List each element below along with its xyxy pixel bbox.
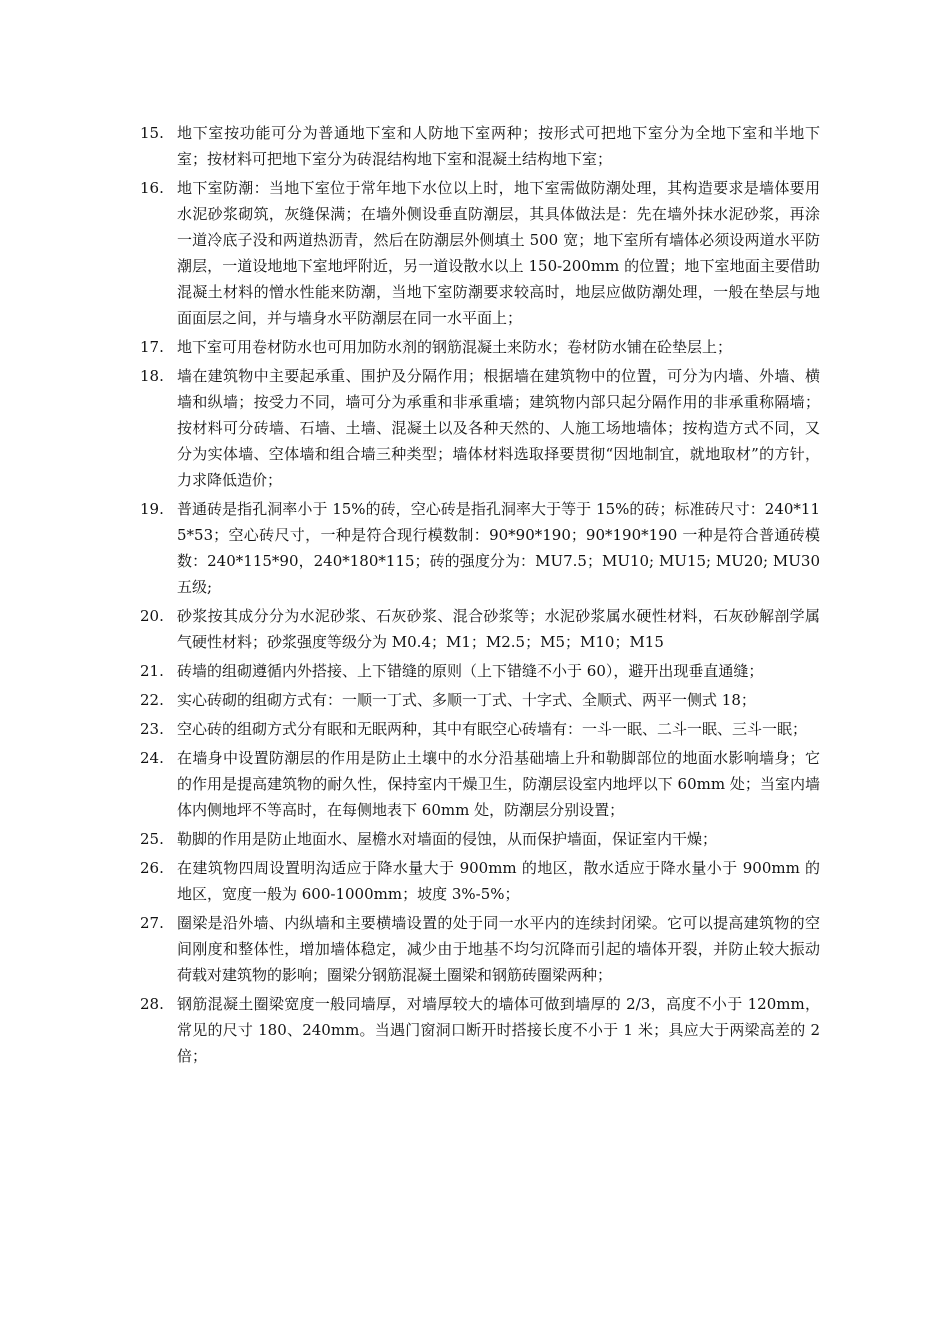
item-number: 26. bbox=[140, 859, 164, 877]
item-number: 24. bbox=[140, 749, 164, 767]
item-text: 墙在建筑物中主要起承重、围护及分隔作用；根据墙在建筑物中的位置，可分为内墙、外墙、横墙和纵墙；按受力不同，墙可分为承重和非承重墙；建筑物内部只起分隔作用的非承重称隔墙；按材料可分砖墙、石墙、土墙、混凝土以及各种天然的、人施工场地墙体；按构造方式不同，又分为实体墙、空体墙和组合墙三种类型；墙体材料选取择要贯彻“因地制宜，就地取材”的方针，力求降低造价； bbox=[177, 367, 820, 489]
list-item bbox=[140, 603, 820, 655]
item-number: 16. bbox=[140, 179, 164, 197]
item-text: 砂浆按其成分分为水泥砂浆、石灰砂浆、混合砂浆等；水泥砂浆属水硬性材料，石灰砂解剖学属气硬性材料；砂浆强度等级分为 M0.4；M1；M2.5；M5；M10；M15 bbox=[177, 607, 820, 651]
item-number: 21. bbox=[140, 662, 164, 680]
item-text: 普通砖是指孔洞率小于 15%的砖，空心砖是指孔洞率大于等于 15%的砖；标准砖尺寸：240*115*53；空心砖尺寸，一种是符合现行模数制：90*90*190；90*190*190 一种是符合普通砖模数：240*115*90，240*180*115；砖的强度分为：MU7.5；MU10; MU15; MU20; MU30 五级; bbox=[177, 500, 820, 596]
list-item bbox=[140, 363, 820, 493]
list-item bbox=[140, 496, 820, 600]
list-item bbox=[140, 716, 820, 742]
item-text: 在建筑物四周设置明沟适应于降水量大于 900mm 的地区，散水适应于降水量小于 900mm 的地区，宽度一般为 600-1000mm；坡度 3%-5%； bbox=[177, 859, 820, 903]
item-number: 18. bbox=[140, 367, 164, 385]
item-text: 地下室防潮：当地下室位于常年地下水位以上时，地下室需做防潮处理，其构造要求是墙体要用水泥砂浆砌筑，灰缝保满；在墙外侧设垂直防潮层，其具体做法是：先在墙外抹水泥砂浆，再涂一道冷底子没和两道热沥青，然后在防潮层外侧填土 500 宽；地下室所有墙体必须设两道水平防潮层，一道设地地下室地坪附近，另一道设散水以上 150-200mm 的位置；地下室地面主要借助混凝土材料的憎水性能来防潮，当地下室防潮要求较高时，地层应做防潮处理，一般在垫层与地面面层之间，并与墙身水平防潮层在同一水平面上； bbox=[177, 179, 820, 327]
list-item bbox=[140, 855, 820, 907]
numbered-list bbox=[140, 120, 820, 1072]
item-number: 20. bbox=[140, 607, 164, 625]
item-number: 22. bbox=[140, 691, 164, 709]
list-item bbox=[140, 175, 820, 331]
list-item bbox=[140, 687, 820, 713]
item-number: 28. bbox=[140, 995, 164, 1013]
item-number: 27. bbox=[140, 914, 164, 932]
item-text: 地下室按功能可分为普通地下室和人防地下室两种；按形式可把地下室分为全地下室和半地下室；按材料可把地下室分为砖混结构地下室和混凝土结构地下室； bbox=[177, 124, 820, 168]
item-text: 钢筋混凝土圈梁宽度一般同墙厚，对墙厚较大的墙体可做到墙厚的 2/3，高度不小于 120mm，常见的尺寸 180、240mm。当遇门窗洞口断开时搭接长度不小于 1 米；具应大于两梁高差的 2 倍； bbox=[177, 995, 820, 1065]
item-text: 实心砖砌的组砌方式有：一顺一丁式、多顺一丁式、十字式、全顺式、两平一侧式 18； bbox=[177, 691, 756, 709]
item-text: 勒脚的作用是防止地面水、屋檐水对墙面的侵蚀，从而保护墙面，保证室内干燥； bbox=[177, 830, 718, 848]
item-text: 空心砖的组砌方式分有眠和无眠两种，其中有眠空心砖墙有：一斗一眠、二斗一眠、三斗一眠； bbox=[177, 720, 808, 738]
item-text: 地下室可用卷材防水也可用加防水剂的钢筋混凝土来防水；卷材防水铺在砼垫层上； bbox=[177, 338, 733, 356]
item-number: 19. bbox=[140, 500, 164, 518]
item-text: 圈梁是沿外墙、内纵墙和主要横墙设置的处于同一水平内的连续封闭梁。它可以提高建筑物的空间刚度和整体性，增加墙体稳定，减少由于地基不均匀沉降而引起的墙体开裂，并防止较大振动荷载对建筑物的影响；圈梁分钢筋混凝土圈梁和钢筋砖圈梁两种； bbox=[177, 914, 820, 984]
item-text: 砖墙的组砌遵循内外搭接、上下错缝的原则（上下错缝不小于 60），避开出现垂直通缝； bbox=[177, 662, 764, 680]
item-number: 15. bbox=[140, 124, 164, 142]
item-text: 在墙身中设置防潮层的作用是防止土壤中的水分沿基础墙上升和勒脚部位的地面水影响墙身；它的作用是提高建筑物的耐久性，保持室内干燥卫生，防潮层设室内地坪以下 60mm 处；当室内墙体内侧地坪不等高时，在每侧地表下 60mm 处，防潮层分别设置； bbox=[177, 749, 820, 819]
list-item bbox=[140, 745, 820, 823]
list-item bbox=[140, 910, 820, 988]
item-number: 17. bbox=[140, 338, 164, 356]
list-item bbox=[140, 120, 820, 172]
list-item bbox=[140, 334, 820, 360]
item-number: 25. bbox=[140, 830, 164, 848]
item-number: 23. bbox=[140, 720, 164, 738]
list-item bbox=[140, 658, 820, 684]
list-item bbox=[140, 991, 820, 1069]
list-item bbox=[140, 826, 820, 852]
